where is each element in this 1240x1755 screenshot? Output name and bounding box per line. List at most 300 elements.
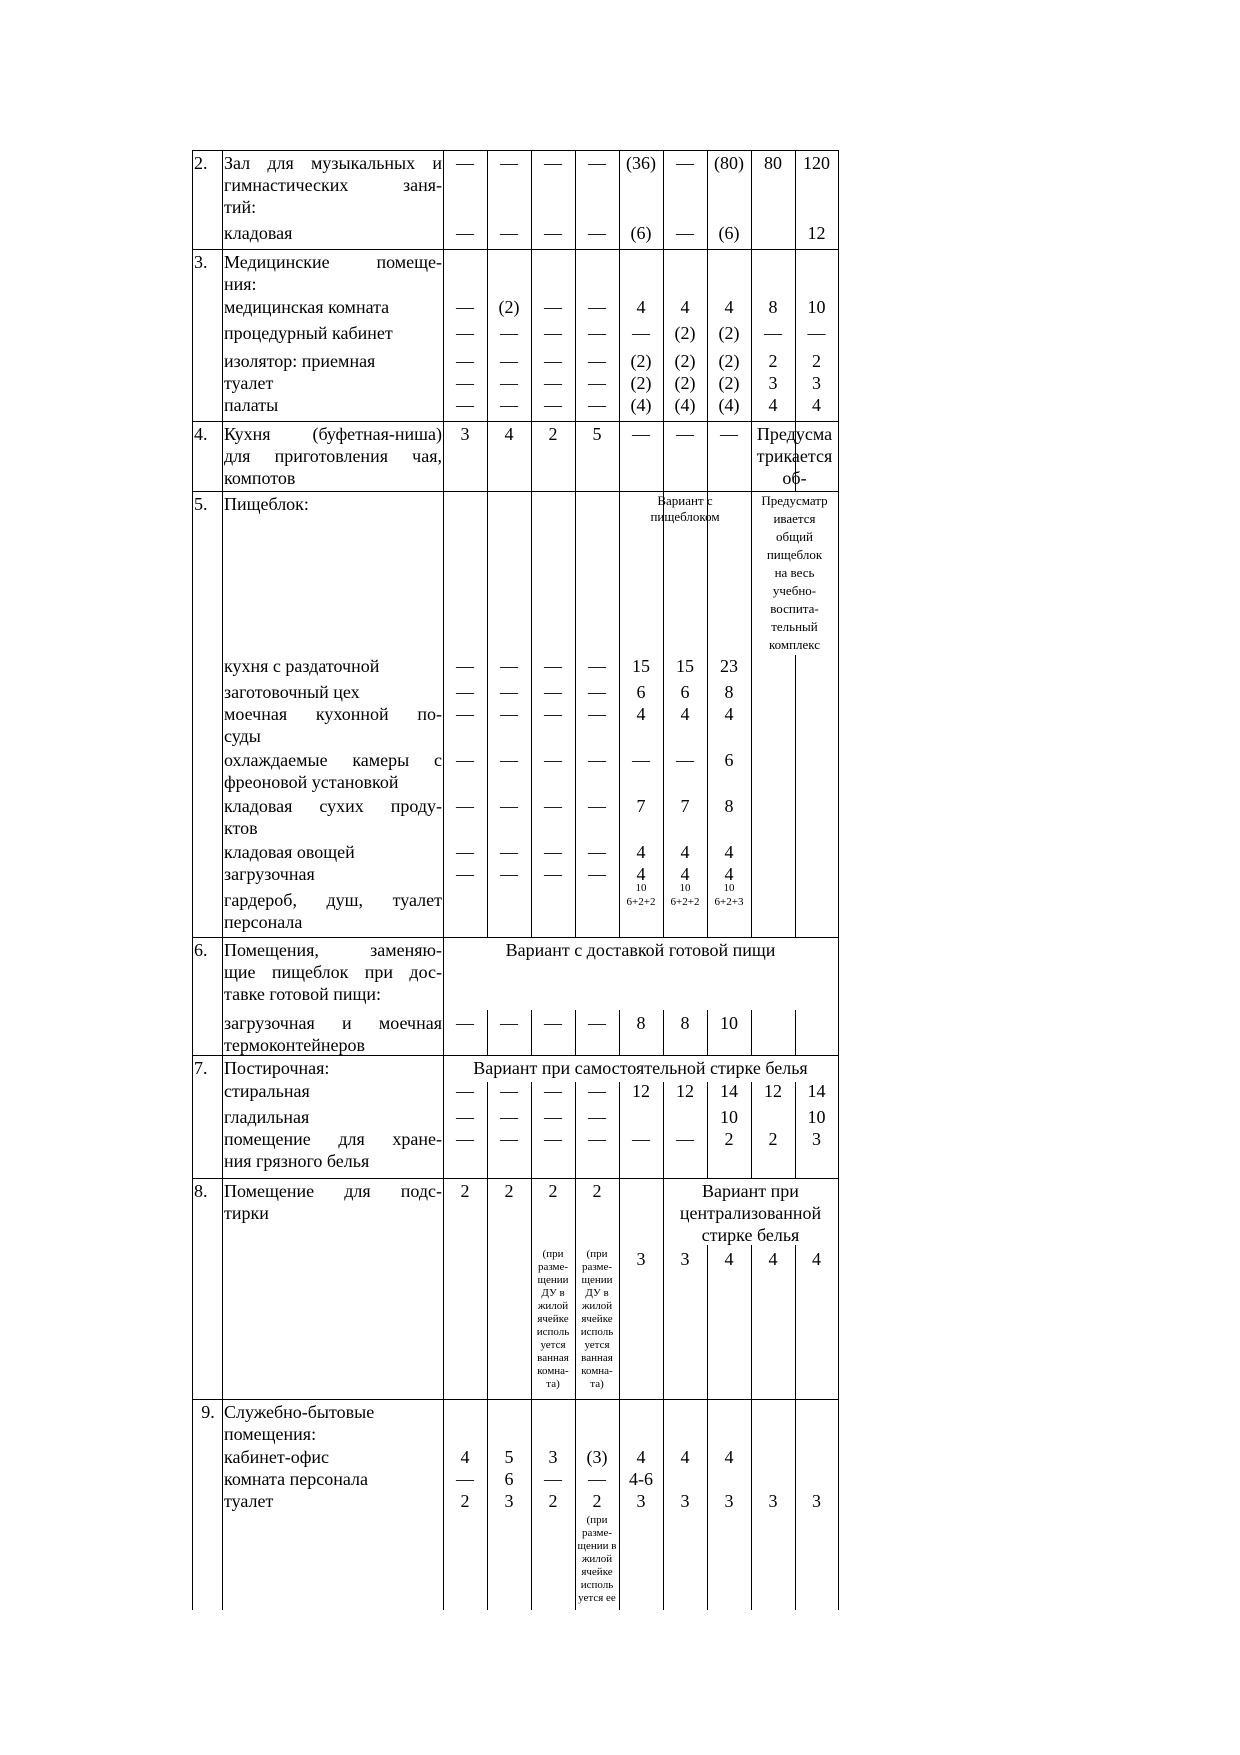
row-label: стиральная: [224, 1081, 310, 1101]
value-cell: 3: [812, 1491, 821, 1511]
value-cell: 2: [548, 1491, 558, 1511]
value-cell: 12: [764, 1081, 782, 1101]
value-cell: (2): [674, 351, 696, 371]
footnote: щении: [537, 1274, 569, 1286]
merged-note: трикается: [756, 446, 833, 466]
footnote: ДУ в: [585, 1287, 609, 1299]
value-cell: —: [588, 704, 606, 724]
value-cell: 15: [676, 656, 694, 676]
value-cell: 6+2+2: [626, 896, 656, 908]
value-cell: 2: [724, 1129, 734, 1149]
value-cell: —: [588, 223, 606, 243]
value-cell: 6: [680, 682, 690, 702]
footnote: та): [590, 1378, 604, 1390]
value-cell: —: [500, 1081, 518, 1101]
row-label: Кухня (буфетная-ниша): [224, 424, 442, 444]
value-cell: 8: [724, 796, 734, 816]
value-cell: —: [588, 864, 606, 884]
merged-note: комплекс: [768, 637, 821, 652]
value-cell: —: [632, 750, 650, 770]
value-cell: 2: [768, 351, 778, 371]
value-cell: 12: [807, 223, 826, 243]
value-cell: 14: [807, 1081, 826, 1101]
value-cell: —: [588, 1129, 606, 1149]
value-cell: 4: [768, 395, 778, 415]
value-cell: (2): [630, 373, 652, 393]
footnote: уется ее: [578, 1592, 616, 1604]
value-cell: —: [544, 351, 562, 371]
merged-note: пищеблок: [766, 547, 823, 562]
value-cell: 4: [812, 395, 821, 415]
value-cell: 120: [803, 153, 830, 173]
value-cell: —: [500, 750, 518, 770]
row-label: гладильная: [224, 1107, 310, 1127]
footnote: (при: [586, 1514, 608, 1526]
value-cell: 6+2+3: [714, 896, 744, 908]
variant-note: Вариант при: [702, 1181, 799, 1201]
value-cell: 4: [724, 297, 734, 317]
value-cell: —: [632, 323, 650, 343]
row-rule: [192, 249, 838, 250]
value-cell: —: [588, 297, 606, 317]
row-number: 6.: [194, 940, 208, 960]
value-cell: —: [456, 395, 474, 415]
value-cell: 3: [636, 1491, 646, 1511]
value-cell: —: [676, 1129, 694, 1149]
value-cell: —: [588, 323, 606, 343]
row-number: 2.: [194, 153, 208, 173]
value-cell: —: [500, 223, 518, 243]
column-rule: [487, 1178, 488, 1399]
value-cell: —: [500, 864, 518, 884]
value-cell: —: [500, 842, 518, 862]
value-cell: 2: [592, 1181, 602, 1201]
value-cell: (2): [498, 297, 520, 317]
value-cell: 4: [724, 1447, 734, 1467]
value-cell: 4: [460, 1447, 470, 1467]
value-cell: 10: [679, 882, 691, 894]
value-cell: —: [544, 323, 562, 343]
value-cell: 3: [724, 1491, 734, 1511]
row-label: загрузочная: [224, 864, 315, 884]
value-cell: —: [456, 1129, 474, 1149]
row-label: кабинет-офис: [224, 1447, 330, 1467]
footnote: ДУ в: [541, 1287, 565, 1299]
value-cell: 12: [676, 1081, 694, 1101]
value-cell: 3: [680, 1491, 690, 1511]
row-label: тавке готовой пищи:: [224, 984, 381, 1004]
variant-note: Вариант с доставкой готовой пищи: [505, 940, 776, 960]
row-label: палаты: [224, 395, 279, 415]
row-label: ния:: [224, 274, 257, 294]
footnote: ячейке: [537, 1313, 569, 1325]
variant-note: Вариант с: [657, 493, 713, 508]
row-label: Служебно-бытовые: [224, 1402, 375, 1422]
row-label: Зал для музыкальных и: [224, 153, 442, 173]
variant-note: централизованной: [679, 1203, 822, 1223]
value-cell: 4: [680, 842, 690, 862]
value-cell: —: [456, 704, 474, 724]
value-cell: (2): [718, 351, 740, 371]
value-cell: 10: [720, 1013, 738, 1033]
row-label: кухня с раздаточной: [224, 656, 380, 676]
value-cell: 5: [504, 1447, 514, 1467]
footnote: комна-: [537, 1365, 569, 1377]
value-cell: —: [588, 750, 606, 770]
row-label: туалет: [224, 373, 274, 393]
value-cell: 3: [636, 1249, 646, 1269]
value-cell: 4: [724, 842, 734, 862]
value-cell: 4: [636, 704, 646, 724]
value-cell: (2): [718, 323, 740, 343]
row-label: тирки: [224, 1203, 269, 1223]
value-cell: 4: [636, 842, 646, 862]
footnote: (при: [542, 1248, 564, 1260]
value-cell: —: [588, 1013, 606, 1033]
merged-note: общий: [775, 529, 814, 544]
row-label: изолятор: приемная: [224, 351, 376, 371]
value-cell: 4: [504, 424, 514, 444]
value-cell: 2: [812, 351, 821, 371]
value-cell: (2): [630, 351, 652, 371]
value-cell: 4: [636, 864, 646, 884]
value-cell: 2: [460, 1181, 470, 1201]
column-rule: [795, 655, 796, 937]
value-cell: 3: [680, 1249, 690, 1269]
value-cell: 3: [812, 373, 821, 393]
value-cell: 4: [680, 864, 690, 884]
value-cell: —: [456, 223, 474, 243]
value-cell: —: [500, 395, 518, 415]
row-label: Пищеблок:: [224, 494, 309, 514]
merged-note: учебно-: [772, 583, 817, 598]
value-cell: —: [544, 223, 562, 243]
merged-note: тельный: [771, 619, 818, 634]
value-cell: 3: [548, 1447, 558, 1467]
value-cell: 6: [636, 682, 646, 702]
value-cell: —: [588, 373, 606, 393]
value-cell: 2: [504, 1181, 514, 1201]
row-label: ктов: [224, 818, 258, 838]
row-label: процедурный кабинет: [224, 323, 393, 343]
value-cell: 10: [723, 882, 735, 894]
value-cell: 10: [720, 1107, 738, 1127]
value-cell: 23: [720, 656, 738, 676]
value-cell: 2: [548, 424, 558, 444]
value-cell: —: [588, 153, 606, 173]
footnote: ячейке: [581, 1566, 613, 1578]
value-cell: —: [632, 1129, 650, 1149]
value-cell: —: [588, 1469, 606, 1489]
value-cell: 3: [812, 1129, 821, 1149]
row-label: тий:: [224, 197, 257, 217]
value-cell: 10: [807, 1107, 826, 1127]
row-label: моечная кухонной по-: [224, 704, 442, 724]
value-cell: —: [456, 1469, 474, 1489]
footnote: (при: [586, 1248, 608, 1260]
column-rule: [222, 150, 223, 1610]
row-number: 8.: [194, 1181, 208, 1201]
value-cell: —: [544, 682, 562, 702]
column-rule: [751, 150, 752, 491]
value-cell: —: [544, 1107, 562, 1127]
value-cell: (6): [718, 223, 740, 243]
column-rule: [795, 1010, 796, 1055]
footnote: ванная: [537, 1352, 569, 1364]
value-cell: —: [500, 351, 518, 371]
value-cell: 10: [807, 297, 826, 317]
value-cell: 4: [680, 1447, 690, 1467]
row-label: персонала: [224, 912, 303, 932]
row-rule: [192, 1399, 838, 1400]
value-cell: —: [588, 842, 606, 862]
value-cell: —: [544, 373, 562, 393]
value-cell: —: [456, 373, 474, 393]
value-cell: —: [676, 750, 694, 770]
row-label: гардероб, душ, туалет: [224, 890, 442, 910]
value-cell: 80: [764, 153, 782, 173]
value-cell: (36): [626, 153, 656, 173]
value-cell: —: [544, 395, 562, 415]
value-cell: 15: [632, 656, 650, 676]
value-cell: 4: [724, 864, 734, 884]
row-label: Постирочная:: [224, 1058, 330, 1078]
value-cell: —: [588, 682, 606, 702]
value-cell: —: [807, 323, 826, 343]
value-cell: 3: [768, 1491, 778, 1511]
value-cell: —: [588, 656, 606, 676]
value-cell: 7: [636, 796, 646, 816]
value-cell: —: [456, 1013, 474, 1033]
footnote: та): [546, 1378, 560, 1390]
value-cell: —: [456, 297, 474, 317]
value-cell: —: [456, 842, 474, 862]
value-cell: (2): [718, 373, 740, 393]
row-label: фреоновой установкой: [224, 772, 399, 792]
variant-note: пищеблоком: [650, 509, 720, 524]
variant-note: стирке белья: [701, 1225, 800, 1245]
column-rule: [619, 1178, 620, 1399]
row-label: термоконтейнеров: [224, 1035, 366, 1055]
row-rule: [192, 491, 838, 492]
value-cell: —: [500, 323, 518, 343]
row-label: Медицинские помеще-: [224, 252, 442, 272]
value-cell: —: [456, 351, 474, 371]
value-cell: —: [632, 424, 650, 444]
value-cell: —: [500, 682, 518, 702]
value-cell: —: [500, 373, 518, 393]
value-cell: —: [456, 1081, 474, 1101]
footnote: жилой: [581, 1553, 613, 1565]
merged-note: воспита-: [770, 601, 819, 616]
value-cell: —: [500, 153, 518, 173]
footnote: ванная: [581, 1352, 613, 1364]
footnote: исполь: [580, 1579, 614, 1591]
value-cell: 8: [724, 682, 734, 702]
value-cell: —: [544, 750, 562, 770]
value-cell: (80): [714, 153, 744, 173]
value-cell: —: [676, 223, 694, 243]
value-cell: —: [544, 297, 562, 317]
row-label: загрузочная и моечная: [224, 1013, 442, 1033]
value-cell: 2: [768, 1129, 778, 1149]
value-cell: 10: [635, 882, 647, 894]
footnote: исполь: [580, 1326, 614, 1338]
row-number: 5.: [194, 494, 208, 514]
value-cell: 4: [768, 1249, 778, 1269]
value-cell: 6+2+2: [670, 896, 700, 908]
value-cell: —: [456, 153, 474, 173]
value-cell: —: [544, 864, 562, 884]
footnote: ячейке: [581, 1313, 613, 1325]
value-cell: (3): [586, 1447, 608, 1467]
value-cell: —: [588, 1107, 606, 1127]
merged-note: ивается: [773, 511, 816, 526]
row-label: компотов: [224, 468, 296, 488]
row-label: гимнастических заня-: [224, 175, 442, 195]
footnote: разме-: [581, 1527, 613, 1539]
value-cell: (4): [630, 395, 652, 415]
value-cell: 2: [460, 1491, 470, 1511]
row-rule: [192, 150, 838, 151]
value-cell: 12: [632, 1081, 650, 1101]
value-cell: 14: [720, 1081, 738, 1101]
value-cell: 2: [592, 1491, 602, 1511]
value-cell: —: [588, 1081, 606, 1101]
row-rule: [192, 421, 838, 422]
value-cell: —: [500, 1013, 518, 1033]
merged-note: Предусма: [756, 424, 833, 444]
value-cell: 4: [636, 1447, 646, 1467]
table-left-border: [192, 150, 193, 1610]
row-number: 7.: [194, 1058, 208, 1078]
value-cell: —: [456, 682, 474, 702]
column-rule: [751, 1010, 752, 1055]
row-label: медицинская комната: [224, 297, 390, 317]
value-cell: —: [456, 656, 474, 676]
value-cell: 7: [680, 796, 690, 816]
value-cell: 6: [724, 750, 734, 770]
row-label: для приготовления чая,: [224, 446, 442, 466]
merged-note: на весь: [774, 565, 815, 580]
value-cell: 3: [504, 1491, 514, 1511]
value-cell: 5: [592, 424, 602, 444]
footnote: жилой: [537, 1300, 569, 1312]
value-cell: —: [456, 796, 474, 816]
value-cell: —: [588, 796, 606, 816]
value-cell: —: [544, 1013, 562, 1033]
value-cell: 3: [460, 424, 470, 444]
row-label: щие пищеблок при дос-: [224, 962, 442, 982]
value-cell: —: [544, 1469, 562, 1489]
merged-note: Предусматр: [761, 493, 828, 508]
value-cell: —: [500, 796, 518, 816]
value-cell: —: [500, 1107, 518, 1127]
row-rule: [192, 937, 838, 938]
row-label: охлаждаемые камеры с: [224, 750, 442, 770]
row-label: суды: [224, 726, 261, 746]
value-cell: —: [456, 864, 474, 884]
row-label: помещения:: [224, 1424, 317, 1444]
value-cell: —: [544, 796, 562, 816]
footnote: разме-: [581, 1261, 613, 1273]
value-cell: 4: [636, 297, 646, 317]
value-cell: (2): [674, 373, 696, 393]
value-cell: —: [588, 395, 606, 415]
value-cell: —: [544, 704, 562, 724]
value-cell: —: [544, 153, 562, 173]
value-cell: —: [764, 323, 782, 343]
value-cell: (4): [674, 395, 696, 415]
row-label: туалет: [224, 1491, 274, 1511]
value-cell: 8: [636, 1013, 646, 1033]
value-cell: —: [456, 1107, 474, 1127]
value-cell: —: [500, 656, 518, 676]
value-cell: —: [544, 656, 562, 676]
value-cell: —: [676, 424, 694, 444]
value-cell: —: [544, 842, 562, 862]
value-cell: 4-6: [629, 1469, 653, 1489]
value-cell: 3: [768, 373, 778, 393]
value-cell: (4): [718, 395, 740, 415]
footnote: комна-: [581, 1365, 613, 1377]
row-rule: [192, 1178, 838, 1179]
value-cell: (6): [630, 223, 652, 243]
row-label: Помещение для подс-: [224, 1181, 442, 1201]
value-cell: 4: [680, 297, 690, 317]
footnote: уется: [584, 1339, 610, 1351]
row-number: 9.: [201, 1402, 215, 1422]
footnote: уется: [540, 1339, 566, 1351]
value-cell: 4: [724, 1249, 734, 1269]
row-number: 4.: [194, 424, 208, 444]
value-cell: —: [500, 704, 518, 724]
value-cell: —: [456, 323, 474, 343]
value-cell: —: [544, 1081, 562, 1101]
value-cell: 4: [812, 1249, 821, 1269]
value-cell: —: [720, 424, 738, 444]
row-label: помещение для хране-: [224, 1129, 442, 1149]
value-cell: 6: [504, 1469, 514, 1489]
variant-note: Вариант при самостоятельной стирке белья: [473, 1058, 808, 1078]
value-cell: —: [588, 351, 606, 371]
value-cell: 4: [680, 704, 690, 724]
value-cell: —: [456, 750, 474, 770]
row-label: ния грязного белья: [224, 1151, 370, 1171]
merged-note: об-: [782, 468, 807, 488]
footnote: жилой: [581, 1300, 613, 1312]
value-cell: 8: [768, 297, 778, 317]
row-label: кладовая сухих проду-: [224, 796, 442, 816]
row-label: заготовочный цех: [224, 682, 360, 702]
footnote: щении: [581, 1274, 613, 1286]
value-cell: —: [676, 153, 694, 173]
row-label: Помещения, заменяю-: [224, 940, 442, 960]
row-label: кладовая овощей: [224, 842, 355, 862]
footnote: щении в: [577, 1540, 617, 1552]
row-number: 3.: [194, 252, 208, 272]
value-cell: 8: [680, 1013, 690, 1033]
footnote: исполь: [536, 1326, 570, 1338]
value-cell: —: [544, 1129, 562, 1149]
value-cell: 2: [548, 1181, 558, 1201]
row-label: кладовая: [224, 223, 293, 243]
row-label: комната персонала: [224, 1469, 368, 1489]
value-cell: (2): [674, 323, 696, 343]
footnote: разме-: [537, 1261, 569, 1273]
value-cell: 4: [724, 704, 734, 724]
value-cell: —: [500, 1129, 518, 1149]
